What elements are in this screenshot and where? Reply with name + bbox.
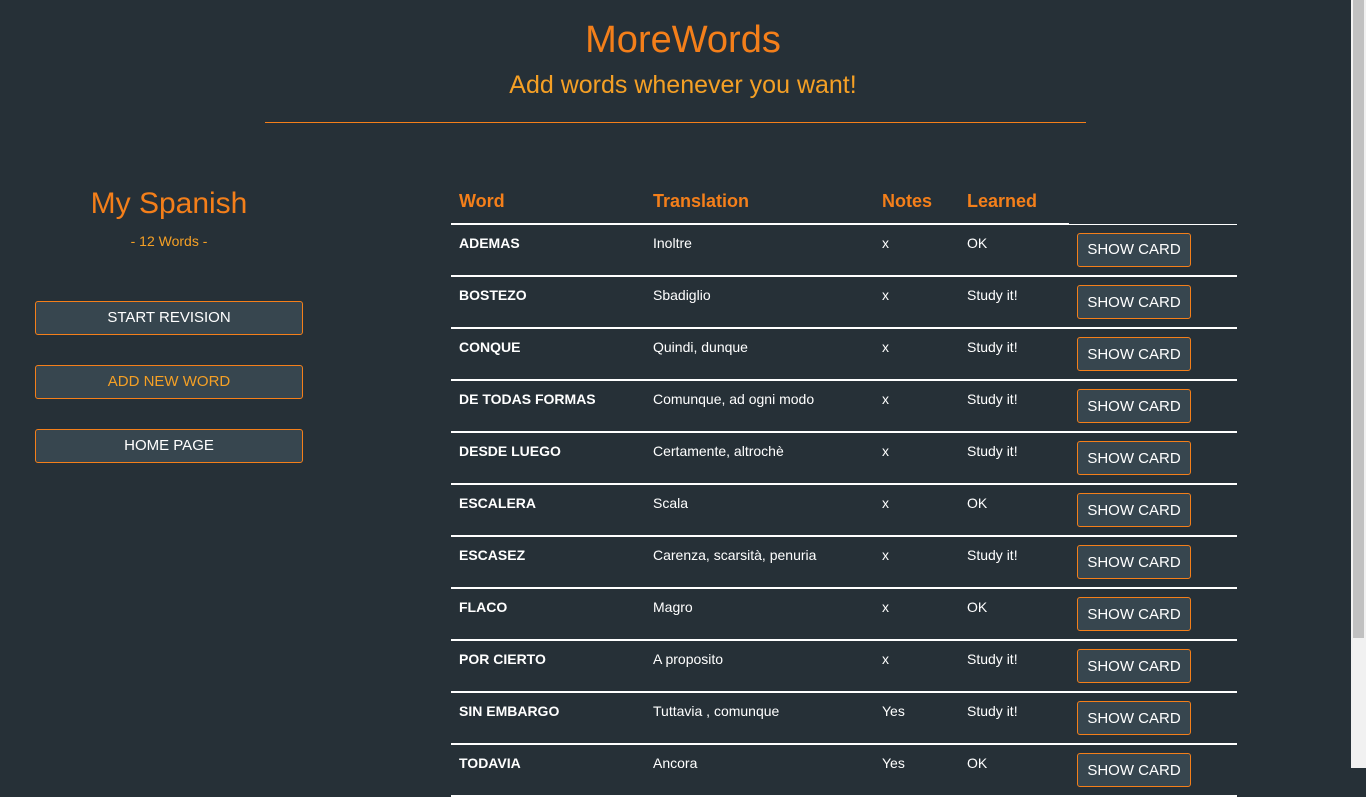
site-subtitle: Add words whenever you want!	[509, 71, 857, 99]
learned-cell: Study it!	[959, 640, 1069, 692]
show-card-button[interactable]: SHOW CARD	[1077, 753, 1191, 787]
notes-cell: x	[874, 328, 959, 380]
column-header-word: Word	[451, 180, 645, 224]
translation-cell: Carenza, scarsità, penuria	[645, 536, 874, 588]
translation-cell: Magro	[645, 588, 874, 640]
notes-cell: x	[874, 276, 959, 328]
table-row	[451, 744, 1237, 796]
translation-cell: Tuttavia , comunque	[645, 692, 874, 744]
start-revision-button[interactable]: START REVISION	[35, 301, 303, 335]
learned-cell: Study it!	[959, 380, 1069, 432]
notes-cell: x	[874, 484, 959, 536]
word-cell: DE TODAS FORMAS	[451, 380, 645, 432]
action-cell	[1069, 640, 1237, 692]
learned-cell: Study it!	[959, 536, 1069, 588]
scrollbar-thumb[interactable]	[1353, 0, 1364, 638]
word-cell: SIN EMBARGO	[451, 692, 645, 744]
learned-cell: OK	[959, 588, 1069, 640]
notes-cell: x	[874, 640, 959, 692]
show-card-button[interactable]: SHOW CARD	[1077, 545, 1191, 579]
show-card-button[interactable]: SHOW CARD	[1077, 597, 1191, 631]
show-card-button[interactable]: SHOW CARD	[1077, 701, 1191, 735]
word-cell: DESDE LUEGO	[451, 432, 645, 484]
translation-cell: A proposito	[645, 640, 874, 692]
table-row	[451, 432, 1237, 484]
learned-cell: OK	[959, 484, 1069, 536]
action-cell	[1069, 588, 1237, 640]
translation-cell: Inoltre	[645, 224, 874, 276]
learned-cell: Study it!	[959, 276, 1069, 328]
learned-cell: OK	[959, 224, 1069, 276]
table-row	[451, 536, 1237, 588]
action-cell	[1069, 328, 1237, 380]
translation-cell: Ancora	[645, 744, 874, 796]
learned-cell: Study it!	[959, 432, 1069, 484]
translation-cell: Comunque, ad ogni modo	[645, 380, 874, 432]
show-card-button[interactable]: SHOW CARD	[1077, 649, 1191, 683]
words-table	[451, 180, 1237, 797]
notes-cell: x	[874, 536, 959, 588]
table-row	[451, 380, 1237, 432]
column-header-translation: Translation	[645, 180, 874, 224]
word-cell: TODAVIA	[451, 744, 645, 796]
action-cell	[1069, 432, 1237, 484]
home-page-button[interactable]: HOME PAGE	[35, 429, 303, 463]
word-cell: BOSTEZO	[451, 276, 645, 328]
notes-cell: x	[874, 380, 959, 432]
notes-cell: x	[874, 224, 959, 276]
notes-cell: x	[874, 588, 959, 640]
word-cell: ESCASEZ	[451, 536, 645, 588]
word-cell: POR CIERTO	[451, 640, 645, 692]
show-card-button[interactable]: SHOW CARD	[1077, 389, 1191, 423]
translation-cell: Certamente, altrochè	[645, 432, 874, 484]
show-card-button[interactable]: SHOW CARD	[1077, 233, 1191, 267]
notes-cell: x	[874, 432, 959, 484]
show-card-button[interactable]: SHOW CARD	[1077, 285, 1191, 319]
list-title: My Spanish	[90, 187, 248, 220]
table-row	[451, 588, 1237, 640]
table-row	[451, 692, 1237, 744]
learned-cell: Study it!	[959, 328, 1069, 380]
show-card-button[interactable]: SHOW CARD	[1077, 337, 1191, 371]
action-cell	[1069, 692, 1237, 744]
action-cell	[1069, 224, 1237, 276]
column-header-action	[1069, 180, 1237, 224]
column-header-notes: Notes	[874, 180, 959, 224]
scrollbar[interactable]	[1351, 0, 1366, 768]
table-row	[451, 328, 1237, 380]
action-cell	[1069, 536, 1237, 588]
show-card-button[interactable]: SHOW CARD	[1077, 441, 1191, 475]
notes-cell: Yes	[874, 692, 959, 744]
show-card-button[interactable]: SHOW CARD	[1077, 493, 1191, 527]
learned-cell: Study it!	[959, 692, 1069, 744]
translation-cell: Sbadiglio	[645, 276, 874, 328]
word-cell: ESCALERA	[451, 484, 645, 536]
translation-cell: Scala	[645, 484, 874, 536]
table-header-row	[451, 180, 1237, 224]
table-body	[451, 224, 1237, 796]
word-cell: ADEMAS	[451, 224, 645, 276]
action-cell	[1069, 484, 1237, 536]
table-row	[451, 224, 1237, 276]
action-cell	[1069, 380, 1237, 432]
word-cell: FLACO	[451, 588, 645, 640]
action-cell	[1069, 744, 1237, 796]
action-cell	[1069, 276, 1237, 328]
header-divider	[265, 122, 1086, 123]
add-new-word-button[interactable]: ADD NEW WORD	[35, 365, 303, 399]
word-count: - 12 Words -	[130, 233, 208, 249]
table-row	[451, 276, 1237, 328]
table-row	[451, 640, 1237, 692]
table-row	[451, 484, 1237, 536]
word-cell: CONQUE	[451, 328, 645, 380]
column-header-learned: Learned	[959, 180, 1069, 224]
translation-cell: Quindi, dunque	[645, 328, 874, 380]
table-header	[451, 180, 1237, 224]
notes-cell: Yes	[874, 744, 959, 796]
site-title: MoreWords	[585, 19, 781, 61]
learned-cell: OK	[959, 744, 1069, 796]
